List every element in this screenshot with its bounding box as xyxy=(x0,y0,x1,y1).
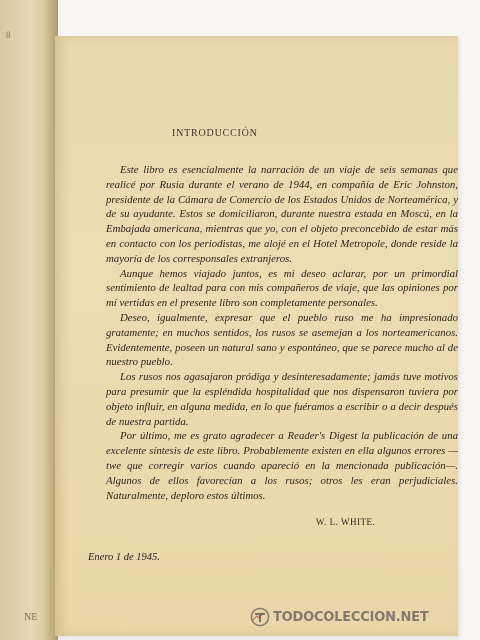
date-line: Enero 1 de 1945. xyxy=(88,552,160,563)
watermark-text: TODOCOLECCION.NET xyxy=(273,609,429,625)
watermark xyxy=(250,606,429,628)
page-title: INTRODUCCIÓN xyxy=(172,128,258,139)
paragraph: Este libro es esencialmente la narración de un viaje de seis semanas que realicé por Rusia durante el verano de 1944, en compañía de Eric Johnston, presidente de la Cámara de Comercio de los Estados Unidos de Norteamérica, y de su ayudante. Estos se domiciliaron, durante nuestra estada en Moscú, en la Embajada americana, mientras que yo, con el objeto preconcebido de estar más en contacto con los periodistas, me alojé en el Hotel Metropole, donde reside la mayoría de los corresponsales extranjeros. xyxy=(106,164,458,265)
paragraph: Deseo, igualmente, expresar que el pueblo ruso me ha impresionado gratamente; en muchos sentidos, los rusos se asemejan a los norteamericanos. Evidentemente, poseen un natural sano y espontáneo, que se parece mucho al de nuestro pueblo. xyxy=(106,311,458,369)
todocoleccion-logo-icon xyxy=(250,607,270,627)
paragraph: Aunque hemos viajado juntos, es mi deseo aclarar, por un primordial sentimiento de lealtad para con mis compañeros de viaje, que las opiniones por mí vertidas en el presente libro son completamente personales. xyxy=(106,267,458,310)
paragraph: Por último, me es grato agradecer a Reader's Digest la publicación de una excelente síntesis de este libro. Probablemente existen en ella algunos errores —twe que corregir varios cuando apareció en la mencionada publicación—. Algunos de ellos favorecían a los rusos; otros les eran perjudiciales. Naturalmente, deploro estos últimos. xyxy=(106,430,458,502)
left-page-fragment: NE xyxy=(24,612,38,623)
author-signature: W. L. WHITE. xyxy=(316,517,376,527)
paragraph: Los rusos nos agasajaron pródiga y desinteresadamente; jamás tuve motivos para presumir que la espléndida hospitalidad que nos dispensaron tuviera por objeto influir, en alguna medida, en lo que fuéramos a escribir o a decir después de nuestra partida. xyxy=(106,371,458,428)
left-margin-mark: 8 xyxy=(6,30,11,40)
introduction-body xyxy=(106,163,458,503)
